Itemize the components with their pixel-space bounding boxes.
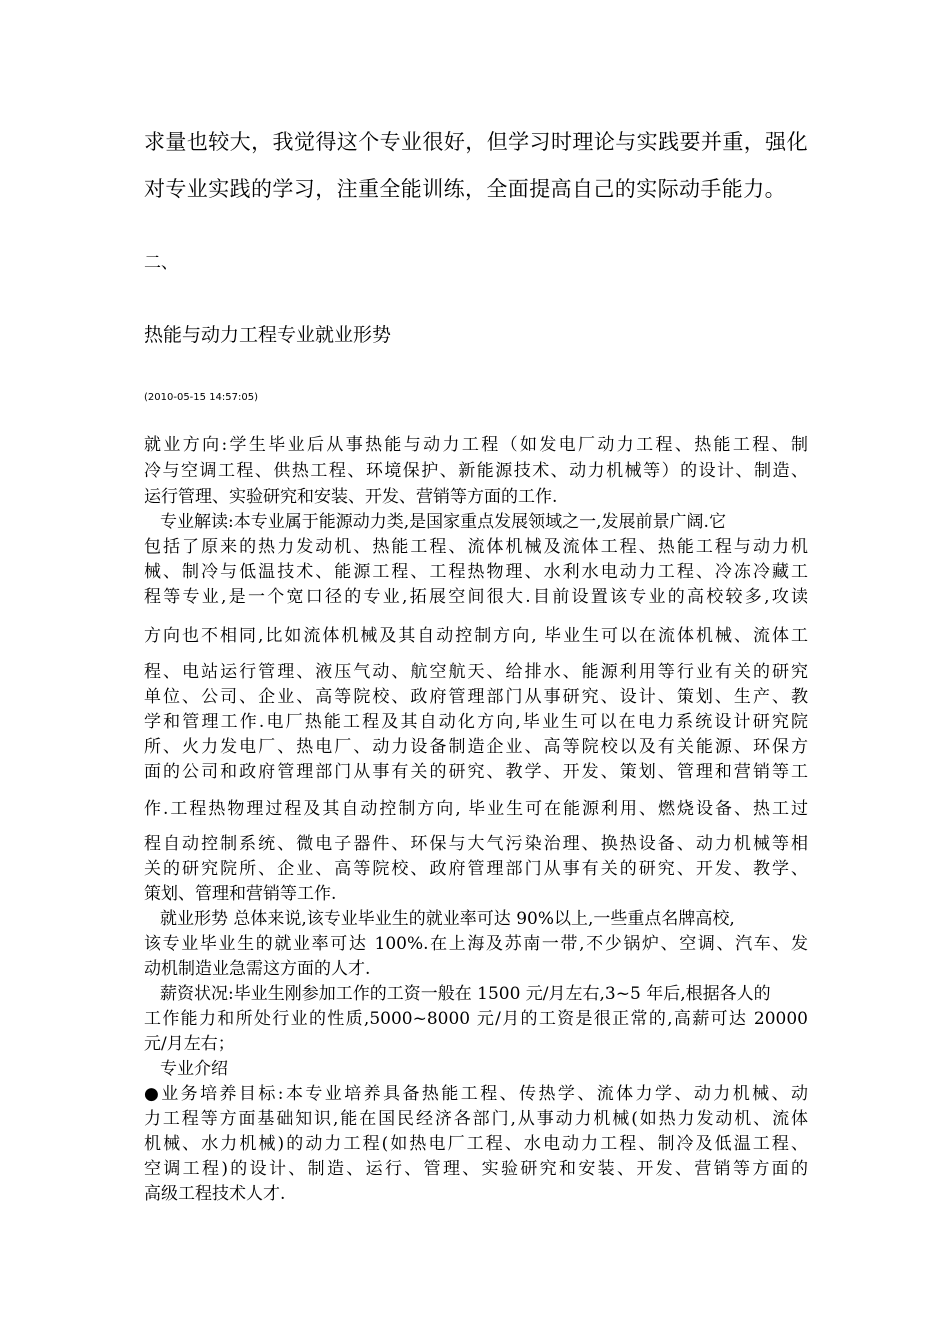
paragraph-line: 元/月左右； (144, 1034, 235, 1054)
paragraph-line: 运行管理、实验研究和安装、开发、营销等方面的工作. (144, 487, 558, 507)
paragraph-line: 工作能力和所处行业的性质,5000~8000 元/月的工资是很正常的,高薪可达 20000 (144, 1009, 808, 1029)
paragraph-line: 械、制冷与低温技术、能源工程、工程热物理、水利水电动力工程、冷冻冷藏工 (144, 562, 808, 582)
article-title: 热能与动力工程专业就业形势 (144, 324, 392, 346)
section-label: 就业形势 (160, 909, 228, 929)
paragraph-line: 方向也不相同,比如流体机械及其自动控制方向, 毕业生可以在流体机械、流体工 (144, 626, 808, 646)
paragraph-line: 专业解读:本专业属于能源动力类,是国家重点发展领域之一,发展前景广阔.它 (160, 512, 726, 532)
paragraph-line: 动机制造业急需这方面的人才. (144, 959, 371, 979)
paragraph-line: 单位、公司、企业、高等院校、政府管理部门从事研究、设计、策划、生产、教 (144, 687, 808, 707)
paragraph-line: 对专业实践的学习，注重全能训练，全面提高自己的实际动手能力。 (144, 177, 786, 201)
paragraph-line: 空调工程)的设计、制造、运行、管理、实验研究和安装、开发、营销等方面的 (144, 1159, 808, 1179)
paragraph-line: 该专业毕业生的就业率可达 100%.在上海及苏南一带,不少锅炉、空调、汽车、发 (144, 934, 808, 954)
section-label: 薪资状况 (160, 984, 228, 1004)
paragraph-line: 策划、管理和营销等工作. (144, 884, 337, 904)
section-label: 就业方向 (144, 435, 222, 455)
paragraph-line: 包括了原来的热力发动机、热能工程、流体机械及流体工程、热能工程与动力机 (144, 537, 808, 557)
paragraph-line: 面的公司和政府管理部门从事有关的研究、教学、开发、策划、管理和营销等工 (144, 762, 808, 782)
paragraph-line: 求量也较大，我觉得这个专业很好，但学习时理论与实践要并重，强化 (144, 130, 808, 154)
article-timestamp: (2010-05-15 14:57:05) (144, 392, 259, 403)
paragraph-line: 关的研究院所、企业、高等院校、政府管理部门从事有关的研究、开发、教学、 (144, 859, 808, 879)
paragraph-line: 冷与空调工程、供热工程、环境保护、新能源技术、动力机械等）的设计、制造、 (144, 461, 808, 481)
paragraph-line: 薪资状况:毕业生刚参加工作的工资一般在 1500 元/月左右,3~5 年后,根据各人的 (160, 984, 771, 1004)
section-label: 专业介绍 (160, 1059, 228, 1079)
paragraph-line: 力工程等方面基础知识,能在国民经济各部门,从事动力机械(如热力发动机、流体 (144, 1109, 808, 1129)
paragraph-line: 就业方向:学生毕业后从事热能与动力工程（如发电厂动力工程、热能工程、制 (144, 435, 809, 455)
paragraph-line: 就业形势 总体来说,该专业毕业生的就业率可达 90%以上,一些重点名牌高校, (160, 909, 735, 929)
paragraph-line: 程等专业,是一个宽口径的专业,拓展空间很大.目前设置该专业的高校较多,攻读 (144, 587, 808, 607)
paragraph-line: 学和管理工作.电厂热能工程及其自动化方向,毕业生可以在电力系统设计研究院 (144, 712, 808, 732)
paragraph-line: ●业务培养目标:本专业培养具备热能工程、传热学、流体力学、动力机械、动 (144, 1084, 808, 1104)
section-number: 二、 (144, 253, 178, 273)
paragraph-line: 程、电站运行管理、液压气动、航空航天、给排水、能源利用等行业有关的研究 (144, 662, 808, 682)
paragraph-line: 所、火力发电厂、热电厂、动力设备制造企业、高等院校以及有关能源、环保方 (144, 737, 808, 757)
paragraph-line: 机械、水力机械)的动力工程(如热电厂工程、水电动力工程、制冷及低温工程、 (144, 1134, 808, 1154)
section-label: 专业解读 (160, 512, 228, 532)
paragraph-line: 高级工程技术人才. (144, 1184, 286, 1204)
paragraph-line: 程自动控制系统、微电子器件、环保与大气污染治理、换热设备、动力机械等相 (144, 834, 808, 854)
paragraph-line: 作.工程热物理过程及其自动控制方向, 毕业生可在能源利用、燃烧设备、热工过 (144, 799, 808, 819)
